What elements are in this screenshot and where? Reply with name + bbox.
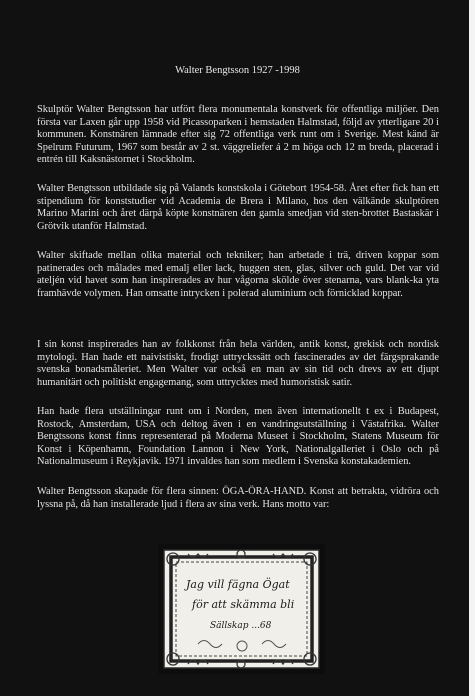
paragraph-public-works: Skulptör Walter Bengtsson har utfört flera monumentala konstverk för offentliga miljöer. Den första var Laxen går upp 1958 vid Picassoparken i hemstaden Halmstad, följd av ytterligare 20 i kommunen. Konstnären lämnade efter sig 72 offentliga verk runt om i Sverige. Mest känd är Spelrum Futurum, 1967 som består av 2 st. väggreliefer á 2 m höga och 12 m breda, placerad i entrén till Kaksnästornet i Stockholm. <box>37 104 439 166</box>
paragraph-senses: Walter Bengtsson skapade för flera sinnen: ÖGA-ÖRA-HAND. Konst att betrakta, vidröra och lyssna på, då han installerade ljud i flera av sina verk. Hans motto var: <box>37 486 439 510</box>
paragraph-education: Walter Bengtsson utbildade sig på Valands konstskola i Götebort 1954-58. Året efter fick han ett stipendium för konststudier vid Academia de Brera i Milano, hos den välkände skulptören Marino Marini och året därpå köpte konstnären den gamla smedjan vid sten-brottet Bastaskär i Grötvik utanför Halmstad. <box>37 183 439 232</box>
page-edge-right <box>469 0 475 700</box>
page-edge-bottom <box>0 696 475 700</box>
motto-line-3: Sällskap ...68 <box>210 621 272 631</box>
paragraph-materials: Walter skiftade mellan olika material och tekniker; han arbetade i trä, driven koppar som patinerades och målades med emalj eller lack, huggen sten, glas, silver och guld. Det var vid ateljén vid havet som han inspirerades av hur vågorna skölde över stenarna, vars blank-ka yta framhävde volymen. Han omsatte intrycken i polerad aluminium och förnicklad koppar. <box>37 250 439 299</box>
embroidered-motto-image <box>158 544 325 674</box>
paragraph-exhibitions: Han hade flera utställningar runt om i Norden, men även internationellt t ex i Budapest, Rostock, Amsterdam, USA och deltog även i en vandringsutställning i Västafrika. Walter Bengtssons konst finns representerad på Moderna Museet i Stockholm, Statens Museum för Konst i Köpenhamn, Foundation Lannon i New York, Nationalgalleriet i Oslo och på Nationalmuseum i Reykjavik. 1971 invaldes han som medlem i Svenska konstakademien. <box>37 406 439 468</box>
motto-line-2: för att skämma bli <box>192 598 295 611</box>
paragraph-inspiration: I sin konst inspirerades han av folkkonst från hela världen, antik konst, grekisk och nordisk mytologi. Han hade ett naivistiskt, frodigt uttryckssätt och fascinerades av det färgsprakande svenska bonadsmåleriet. Men Walter var också en man av sin tid och drevs av ett djupt humanitärt och politiskt engagemang, som uttrycktes med humoristisk satir. <box>37 339 439 388</box>
motto-line-1: Jag vill fägna Ögat <box>186 578 290 591</box>
document-title: Walter Bengtsson 1927 -1998 <box>175 65 300 76</box>
